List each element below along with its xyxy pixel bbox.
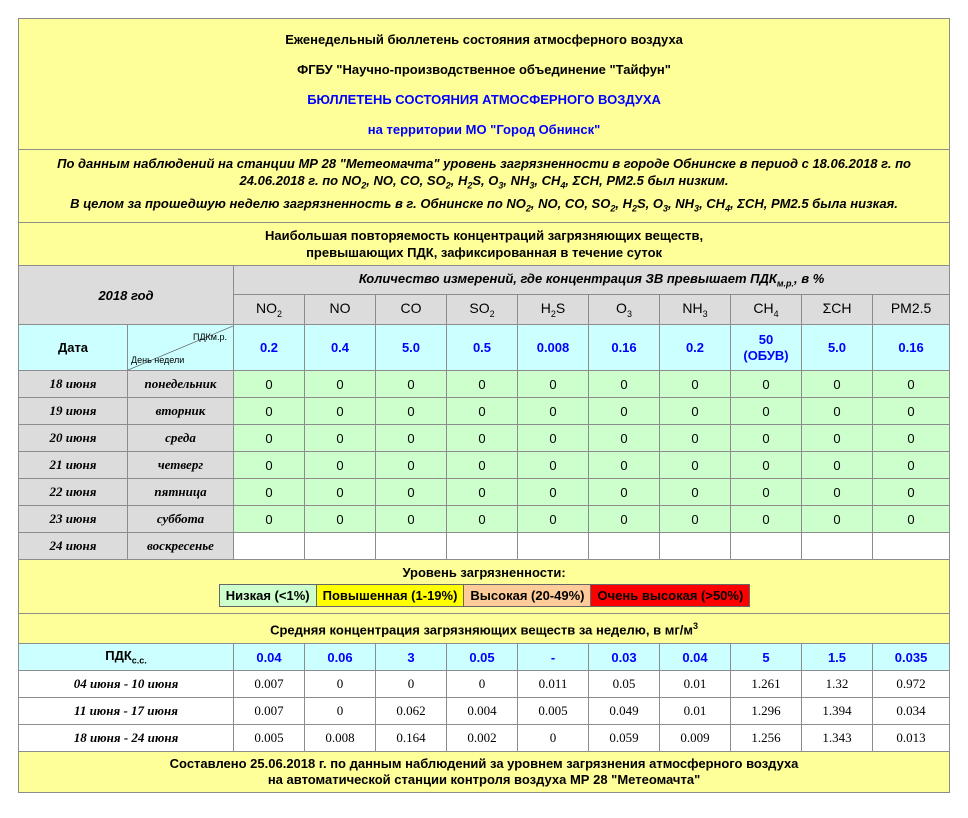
pdk-mr-value: 50 (ОБУВ) bbox=[731, 325, 802, 371]
pollutant-name: CO bbox=[400, 300, 422, 317]
footer-line-1: Составлено 25.06.2018 г. по данным наблюдений за уровнем загрязнения атмосферного воздуха bbox=[169, 756, 799, 772]
avg-value: 0.013 bbox=[873, 725, 950, 752]
avg-value: 0.002 bbox=[447, 725, 518, 752]
avg-value: 1.343 bbox=[802, 725, 873, 752]
pdk-ss-value: 3 bbox=[376, 644, 447, 671]
pollutant-header bbox=[234, 295, 305, 325]
pollutant-header bbox=[518, 295, 589, 325]
avg-value: 0 bbox=[376, 671, 447, 698]
avg-period: 11 июня - 17 июня bbox=[19, 698, 234, 725]
count-cell: 0 bbox=[518, 425, 589, 452]
avg-title-sup: 3 bbox=[692, 620, 698, 631]
count-cell: 0 bbox=[234, 506, 305, 533]
count-cell: 0 bbox=[376, 506, 447, 533]
table-row bbox=[19, 371, 950, 398]
table-row bbox=[19, 671, 950, 698]
legend-item: Повышенная (1-19%) bbox=[316, 584, 465, 607]
count-header-suffix: , в % bbox=[794, 271, 825, 287]
repeat-title-line-2: превышающих ПДК, зафиксированная в течение суток bbox=[306, 245, 663, 261]
avg-value: 0.007 bbox=[234, 671, 305, 698]
avg-value: 1.32 bbox=[802, 671, 873, 698]
avg-value: 0.05 bbox=[589, 671, 660, 698]
count-cell: 0 bbox=[447, 479, 518, 506]
avg-value: 0.005 bbox=[518, 698, 589, 725]
pdk-mr-row bbox=[19, 325, 950, 371]
count-cell: 0 bbox=[873, 452, 950, 479]
table-row bbox=[19, 425, 950, 452]
repeat-section-title bbox=[19, 223, 950, 266]
pdk-ss-value: 0.04 bbox=[234, 644, 305, 671]
count-cell: 0 bbox=[731, 479, 802, 506]
legend bbox=[219, 584, 750, 607]
row-date: 18 июня bbox=[19, 371, 128, 398]
summary-line-2: В целом за прошедшую неделю загрязненность в г. Обнинске по $NO_2$, NO, CO, $SO_2$, $H_2S$, $O_3$, $NH_3$, $CH_4$, ΣCH, PM2.5 была низкая. bbox=[70, 195, 898, 214]
avg-value: 0 bbox=[305, 671, 376, 698]
row-date: 22 июня bbox=[19, 479, 128, 506]
avg-value: 1.394 bbox=[802, 698, 873, 725]
avg-period: 04 июня - 10 июня bbox=[19, 671, 234, 698]
count-cell: 0 bbox=[589, 479, 660, 506]
count-cell: 0 bbox=[447, 371, 518, 398]
avg-title-text: Средняя концентрация загрязняющих веществ за неделю, в мг/м bbox=[270, 621, 693, 637]
legend-item: Низкая (<1%) bbox=[219, 584, 317, 607]
count-cell: 0 bbox=[731, 398, 802, 425]
count-cell bbox=[873, 533, 950, 560]
count-cell: 0 bbox=[376, 425, 447, 452]
pollutant-subscript: 4 bbox=[773, 309, 779, 320]
count-cell: 0 bbox=[518, 398, 589, 425]
pdk-ss-label-sub: с.с. bbox=[131, 655, 147, 666]
pdk-ss-value: 5 bbox=[731, 644, 802, 671]
repeat-title-line-1: Наибольшая повторяемость концентраций загрязняющих веществ, bbox=[265, 228, 704, 244]
count-cell: 0 bbox=[234, 371, 305, 398]
pollutant-subscript: 3 bbox=[702, 309, 708, 320]
avg-value: 0.059 bbox=[589, 725, 660, 752]
avg-value: 0 bbox=[447, 671, 518, 698]
row-weekday: вторник bbox=[128, 398, 234, 425]
pollutant-name: H bbox=[540, 300, 551, 317]
year-label: 2018 год bbox=[19, 266, 234, 325]
avg-period: 18 июня - 24 июня bbox=[19, 725, 234, 752]
row-weekday: воскресенье bbox=[128, 533, 234, 560]
count-cell: 0 bbox=[802, 506, 873, 533]
row-date: 19 июня bbox=[19, 398, 128, 425]
pdk-mr-value: 0.16 bbox=[873, 325, 950, 371]
count-cell: 0 bbox=[376, 452, 447, 479]
avg-value: 0.01 bbox=[660, 698, 731, 725]
count-cell: 0 bbox=[447, 452, 518, 479]
count-cell: 0 bbox=[660, 479, 731, 506]
pdk-ss-value: 0.03 bbox=[589, 644, 660, 671]
row-weekday: среда bbox=[128, 425, 234, 452]
diagonal-header-cell bbox=[128, 325, 234, 371]
table-row bbox=[19, 398, 950, 425]
count-cell bbox=[802, 533, 873, 560]
table-row bbox=[19, 533, 950, 560]
count-cell bbox=[376, 533, 447, 560]
count-cell: 0 bbox=[873, 398, 950, 425]
count-cell: 0 bbox=[660, 398, 731, 425]
count-cell: 0 bbox=[305, 479, 376, 506]
avg-value: 0 bbox=[518, 725, 589, 752]
bulletin bbox=[18, 18, 949, 793]
avg-value: 0.01 bbox=[660, 671, 731, 698]
row-date: 20 июня bbox=[19, 425, 128, 452]
count-cell: 0 bbox=[376, 398, 447, 425]
count-cell: 0 bbox=[731, 371, 802, 398]
count-cell: 0 bbox=[234, 425, 305, 452]
count-cell bbox=[234, 533, 305, 560]
legend-title: Уровень загрязненности: bbox=[402, 565, 566, 581]
pollutant-name: CH bbox=[753, 300, 774, 317]
count-cell: 0 bbox=[589, 506, 660, 533]
pollutant-header bbox=[305, 295, 376, 325]
pdk-ss-row bbox=[19, 644, 950, 671]
summary-part-2: В целом за прошедшую неделю загрязненность в г. Обнинске по NO bbox=[70, 195, 526, 211]
count-cell: 0 bbox=[447, 398, 518, 425]
bulletin-footer bbox=[19, 752, 950, 793]
row-weekday: пятница bbox=[128, 479, 234, 506]
count-cell: 0 bbox=[376, 479, 447, 506]
count-cell: 0 bbox=[305, 371, 376, 398]
pollutant-header bbox=[660, 295, 731, 325]
row-weekday: понедельник bbox=[128, 371, 234, 398]
legend-item: Высокая (20-49%) bbox=[463, 584, 591, 607]
count-header bbox=[234, 266, 950, 295]
pdk-ss-value: - bbox=[518, 644, 589, 671]
pdk-ss-value: 0.04 bbox=[660, 644, 731, 671]
count-cell: 0 bbox=[873, 371, 950, 398]
avg-value: 1.256 bbox=[731, 725, 802, 752]
avg-value: 0.164 bbox=[376, 725, 447, 752]
count-cell: 0 bbox=[589, 371, 660, 398]
pollutant-header bbox=[589, 295, 660, 325]
count-cell: 0 bbox=[731, 425, 802, 452]
avg-value: 0.009 bbox=[660, 725, 731, 752]
count-cell bbox=[589, 533, 660, 560]
row-weekday: четверг bbox=[128, 452, 234, 479]
count-cell: 0 bbox=[589, 398, 660, 425]
pdk-mr-value: 5.0 bbox=[376, 325, 447, 371]
count-cell: 0 bbox=[589, 425, 660, 452]
row-date: 24 июня bbox=[19, 533, 128, 560]
bulletin-table bbox=[18, 18, 950, 793]
pdk-mr-value: 0.008 bbox=[518, 325, 589, 371]
count-header-sub: м.р. bbox=[776, 278, 795, 289]
avg-value: 1.261 bbox=[731, 671, 802, 698]
pdk-mr-value: 0.2 bbox=[660, 325, 731, 371]
count-cell: 0 bbox=[660, 506, 731, 533]
summary-line-1: По данным наблюдений на станции МР 28 "Метеомачта" уровень загрязненности в городе Обнинске в период с 18.06.2018 г. по 24.06.2018 г. по $NO_2$, NO, CO, $SO_2$, $H_2S$, $O_3$, $NH_3$, $CH_4$, ΣCH, PM2.5 был низким. bbox=[57, 156, 911, 191]
pollutant-header bbox=[873, 295, 950, 325]
count-cell: 0 bbox=[802, 425, 873, 452]
count-cell: 0 bbox=[802, 479, 873, 506]
pollutant-header bbox=[376, 295, 447, 325]
count-cell: 0 bbox=[376, 371, 447, 398]
pollutant-name: NH bbox=[682, 300, 703, 317]
count-cell: 0 bbox=[802, 398, 873, 425]
date-label: Дата bbox=[19, 325, 128, 371]
pdk-ss-label-text: ПДК bbox=[105, 648, 132, 664]
pollutant-subscript: 3 bbox=[626, 309, 632, 320]
diagonal-header bbox=[128, 326, 233, 370]
count-cell: 0 bbox=[305, 398, 376, 425]
table-row bbox=[19, 725, 950, 752]
avg-value: 0.011 bbox=[518, 671, 589, 698]
row-date: 23 июня bbox=[19, 506, 128, 533]
pollutant-name: O bbox=[616, 300, 627, 317]
daily-rows bbox=[19, 371, 950, 560]
pollutant-header bbox=[802, 295, 873, 325]
count-cell: 0 bbox=[518, 506, 589, 533]
pollutant-name: NO bbox=[329, 300, 351, 317]
pdk-mr-value: 0.5 bbox=[447, 325, 518, 371]
pdk-mr-value: 0.16 bbox=[589, 325, 660, 371]
count-cell bbox=[447, 533, 518, 560]
pollutant-header bbox=[731, 295, 802, 325]
avg-value: 0.005 bbox=[234, 725, 305, 752]
avg-value: 1.296 bbox=[731, 698, 802, 725]
summary-part-1: По данным наблюдений на станции МР 28 "Метеомачта" уровень загрязненности в городе Обнинске в период с 18.06.2018 г. по 24.06.2018 г. по NO bbox=[57, 156, 911, 188]
avg-value: 0.007 bbox=[234, 698, 305, 725]
pdk-ss-value: 0.06 bbox=[305, 644, 376, 671]
count-cell: 0 bbox=[660, 425, 731, 452]
table-row bbox=[19, 506, 950, 533]
header-line-3: БЮЛЛЕТЕНЬ СОСТОЯНИЯ АТМОСФЕРНОГО ВОЗДУХА bbox=[307, 92, 661, 107]
count-cell: 0 bbox=[305, 425, 376, 452]
avg-value: 0 bbox=[305, 698, 376, 725]
header-line-2: ФГБУ "Научно-производственное объединение "Тайфун" bbox=[297, 62, 671, 77]
count-cell: 0 bbox=[234, 452, 305, 479]
diag-top-label: ПДКм.р. bbox=[192, 331, 227, 342]
pdk-mr-value: 5.0 bbox=[802, 325, 873, 371]
bulletin-header bbox=[19, 19, 950, 150]
pdk-ss-value: 0.05 bbox=[447, 644, 518, 671]
count-cell: 0 bbox=[873, 506, 950, 533]
count-cell: 0 bbox=[660, 452, 731, 479]
count-cell: 0 bbox=[873, 479, 950, 506]
count-cell: 0 bbox=[234, 398, 305, 425]
diag-bottom-label: День недели bbox=[131, 354, 185, 365]
pollutant-subscript: 2 bbox=[550, 309, 556, 320]
pollutant-name: ΣCH bbox=[822, 300, 852, 317]
table-row bbox=[19, 698, 950, 725]
count-cell bbox=[305, 533, 376, 560]
legend-item: Очень высокая (>50%) bbox=[590, 584, 750, 607]
avg-value: 0.008 bbox=[305, 725, 376, 752]
avg-value: 0.004 bbox=[447, 698, 518, 725]
row-date: 21 июня bbox=[19, 452, 128, 479]
count-cell: 0 bbox=[873, 425, 950, 452]
count-cell: 0 bbox=[305, 506, 376, 533]
count-cell: 0 bbox=[660, 371, 731, 398]
count-cell: 0 bbox=[447, 506, 518, 533]
pollutant-header bbox=[447, 295, 518, 325]
count-cell bbox=[731, 533, 802, 560]
row-weekday: суббота bbox=[128, 506, 234, 533]
count-cell: 0 bbox=[802, 452, 873, 479]
pdk-mr-value: 0.4 bbox=[305, 325, 376, 371]
count-cell: 0 bbox=[518, 452, 589, 479]
avg-value: 0.049 bbox=[589, 698, 660, 725]
avg-section-title bbox=[19, 614, 950, 644]
avg-value: 0.034 bbox=[873, 698, 950, 725]
avg-value: 0.062 bbox=[376, 698, 447, 725]
count-cell bbox=[660, 533, 731, 560]
header-line-4: на территории МО "Город Обнинск" bbox=[367, 122, 601, 137]
pollutant-name: SO bbox=[469, 300, 490, 317]
count-cell: 0 bbox=[305, 452, 376, 479]
table-row bbox=[19, 452, 950, 479]
average-rows bbox=[19, 671, 950, 752]
count-cell: 0 bbox=[589, 452, 660, 479]
footer-line-2: на автоматической станции контроля воздуха МР 28 "Метеомачта" bbox=[267, 772, 701, 788]
pdk-ss-value: 1.5 bbox=[802, 644, 873, 671]
count-cell: 0 bbox=[731, 506, 802, 533]
pollutant-subscript: 2 bbox=[489, 309, 495, 320]
pollutant-name: PM2.5 bbox=[890, 300, 932, 317]
avg-value: 0.972 bbox=[873, 671, 950, 698]
pdk-ss-value: 0.035 bbox=[873, 644, 950, 671]
pdk-ss-label bbox=[19, 644, 234, 671]
count-cell: 0 bbox=[802, 371, 873, 398]
header-line-1: Еженедельный бюллетень состояния атмосферного воздуха bbox=[285, 32, 683, 47]
count-cell: 0 bbox=[518, 479, 589, 506]
count-cell: 0 bbox=[447, 425, 518, 452]
count-cell: 0 bbox=[234, 479, 305, 506]
count-header-text: Количество измерений, где концентрация ЗВ превышает ПДК bbox=[358, 271, 777, 287]
pollutant-name: NO bbox=[255, 300, 277, 317]
count-cell: 0 bbox=[518, 371, 589, 398]
table-row bbox=[19, 479, 950, 506]
count-cell: 0 bbox=[731, 452, 802, 479]
pollutant-subscript: 2 bbox=[276, 309, 282, 320]
legend-cell bbox=[19, 560, 950, 614]
count-cell bbox=[518, 533, 589, 560]
pdk-mr-value: 0.2 bbox=[234, 325, 305, 371]
summary-text bbox=[19, 150, 950, 223]
pollutant-tail: S bbox=[555, 300, 566, 317]
